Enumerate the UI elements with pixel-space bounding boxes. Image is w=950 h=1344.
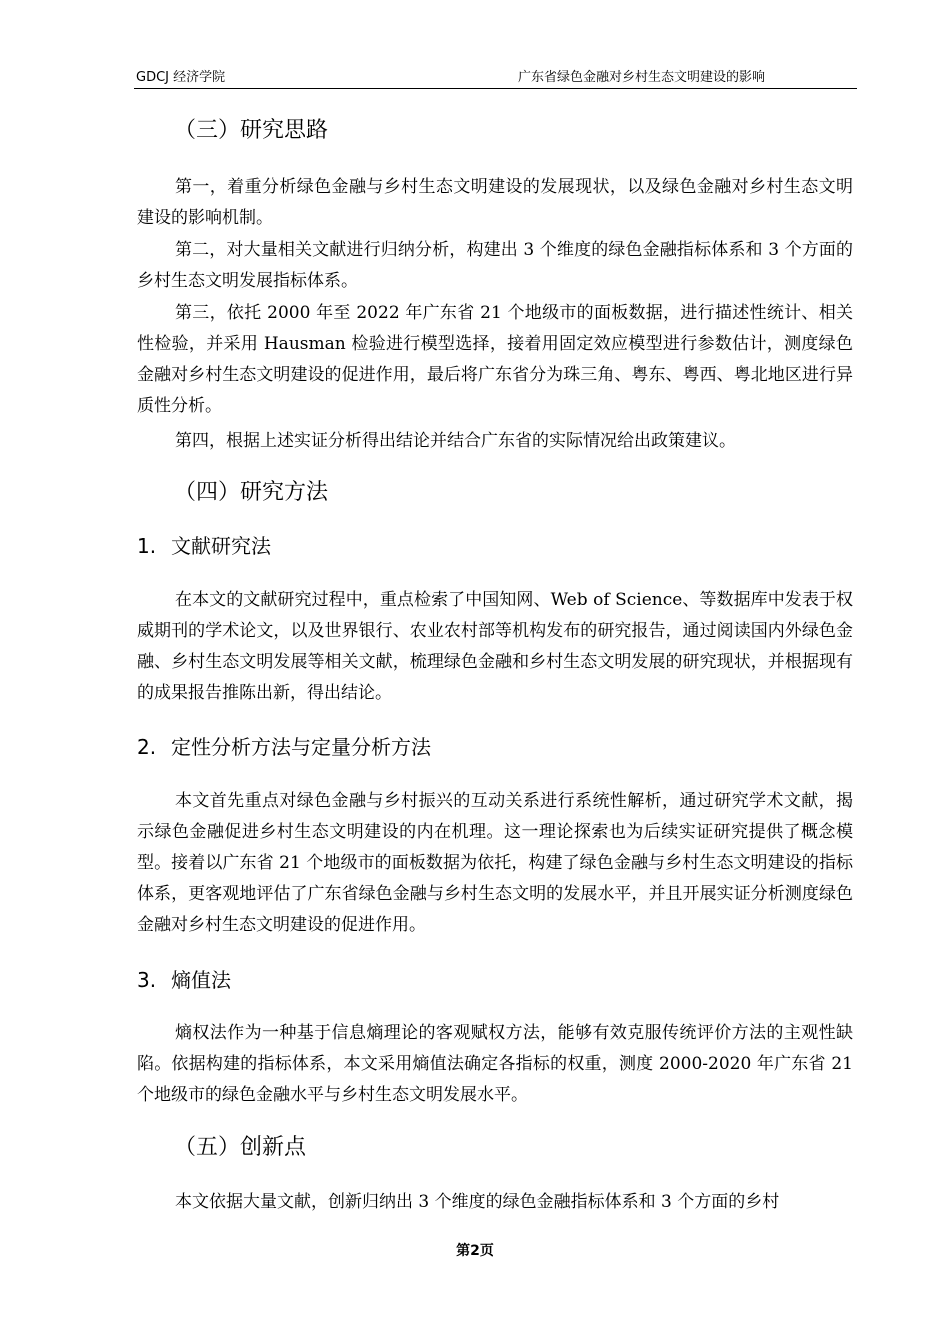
method-number: 3. (137, 968, 157, 992)
paragraph-first: 第一，着重分析绿色金融与乡村生态文明建设的发展现状，以及绿色金融对乡村生态文明建设的影响机制。 (137, 177, 853, 228)
method-heading-entropy (137, 966, 231, 994)
method-number: 1. (137, 534, 157, 558)
header-school: GDCJ 经济学院 (136, 70, 226, 85)
paragraph-qualitative-quantitative: 本文首先重点对绿色金融与乡村振兴的互动关系进行系统性解析，通过研究学术文献，揭示绿色金融促进乡村生态文明建设的内在机理。这一理论探索也为后续实证研究提供了概念模型。接着以广东省 21 个地级市的面板数据为依托，构建了绿色金融与乡村生态文明建设的指标体系，更客观地评估了广东省绿色金融与乡村生态文明的发展水平，并且开展实证分析测度绿色金融对乡村生态文明建设的促进作用。 (137, 791, 853, 935)
method-heading-literature (137, 532, 271, 560)
method-heading-qualitative-quantitative (137, 733, 431, 761)
paragraph-literature-method: 在本文的文献研究过程中，重点检索了中国知网、Web of Science、等数据库中发表于权威期刊的学术论文，以及世界银行、农业农村部等机构发布的研究报告，通过阅读国内外绿色金融、乡村生态文明发展等相关文献，梳理绿色金融和乡村生态文明发展的研究现状，并根据现有的成果报告推陈出新，得出结论。 (137, 590, 853, 703)
page-number: 第2页 (456, 1243, 494, 1259)
section-title-research-approach: （三）研究思路 (174, 118, 329, 143)
method-number: 2. (137, 735, 157, 759)
method-title: 熵值法 (171, 968, 231, 992)
method-title: 文献研究法 (171, 534, 271, 558)
paragraph-fourth: 第四，根据上述实证分析得出结论并结合广东省的实际情况给出政策建议。 (175, 431, 736, 451)
section-title-innovation: （五）创新点 (174, 1135, 307, 1160)
paragraph-third: 第三，依托 2000 年至 2022 年广东省 21 个地级市的面板数据，进行描述性统计、相关性检验，并采用 Hausman 检验进行模型选择，接着用固定效应模型进行参数估计，测度绿色金融对乡村生态文明建设的促进作用，最后将广东省分为珠三角、粤东、粤西、粤北地区进行异质性分析。 (137, 303, 853, 416)
paragraph-innovation: 本文依据大量文献，创新归纳出 3 个维度的绿色金融指标体系和 3 个方面的乡村 (175, 1192, 780, 1212)
method-title: 定性分析方法与定量分析方法 (171, 735, 431, 759)
page-header (134, 68, 857, 89)
section-title-research-methods: （四）研究方法 (174, 480, 329, 505)
paragraph-second: 第二，对大量相关文献进行归纳分析，构建出 3 个维度的绿色金融指标体系和 3 个方面的乡村生态文明发展指标体系。 (137, 240, 853, 291)
header-title: 广东省绿色金融对乡村生态文明建设的影响 (518, 70, 766, 85)
paragraph-entropy-method: 熵权法作为一种基于信息熵理论的客观赋权方法，能够有效克服传统评价方法的主观性缺陷。依据构建的指标体系，本文采用熵值法确定各指标的权重，测度 2000-2020 年广东省 21 个地级市的绿色金融水平与乡村生态文明发展水平。 (137, 1023, 853, 1105)
